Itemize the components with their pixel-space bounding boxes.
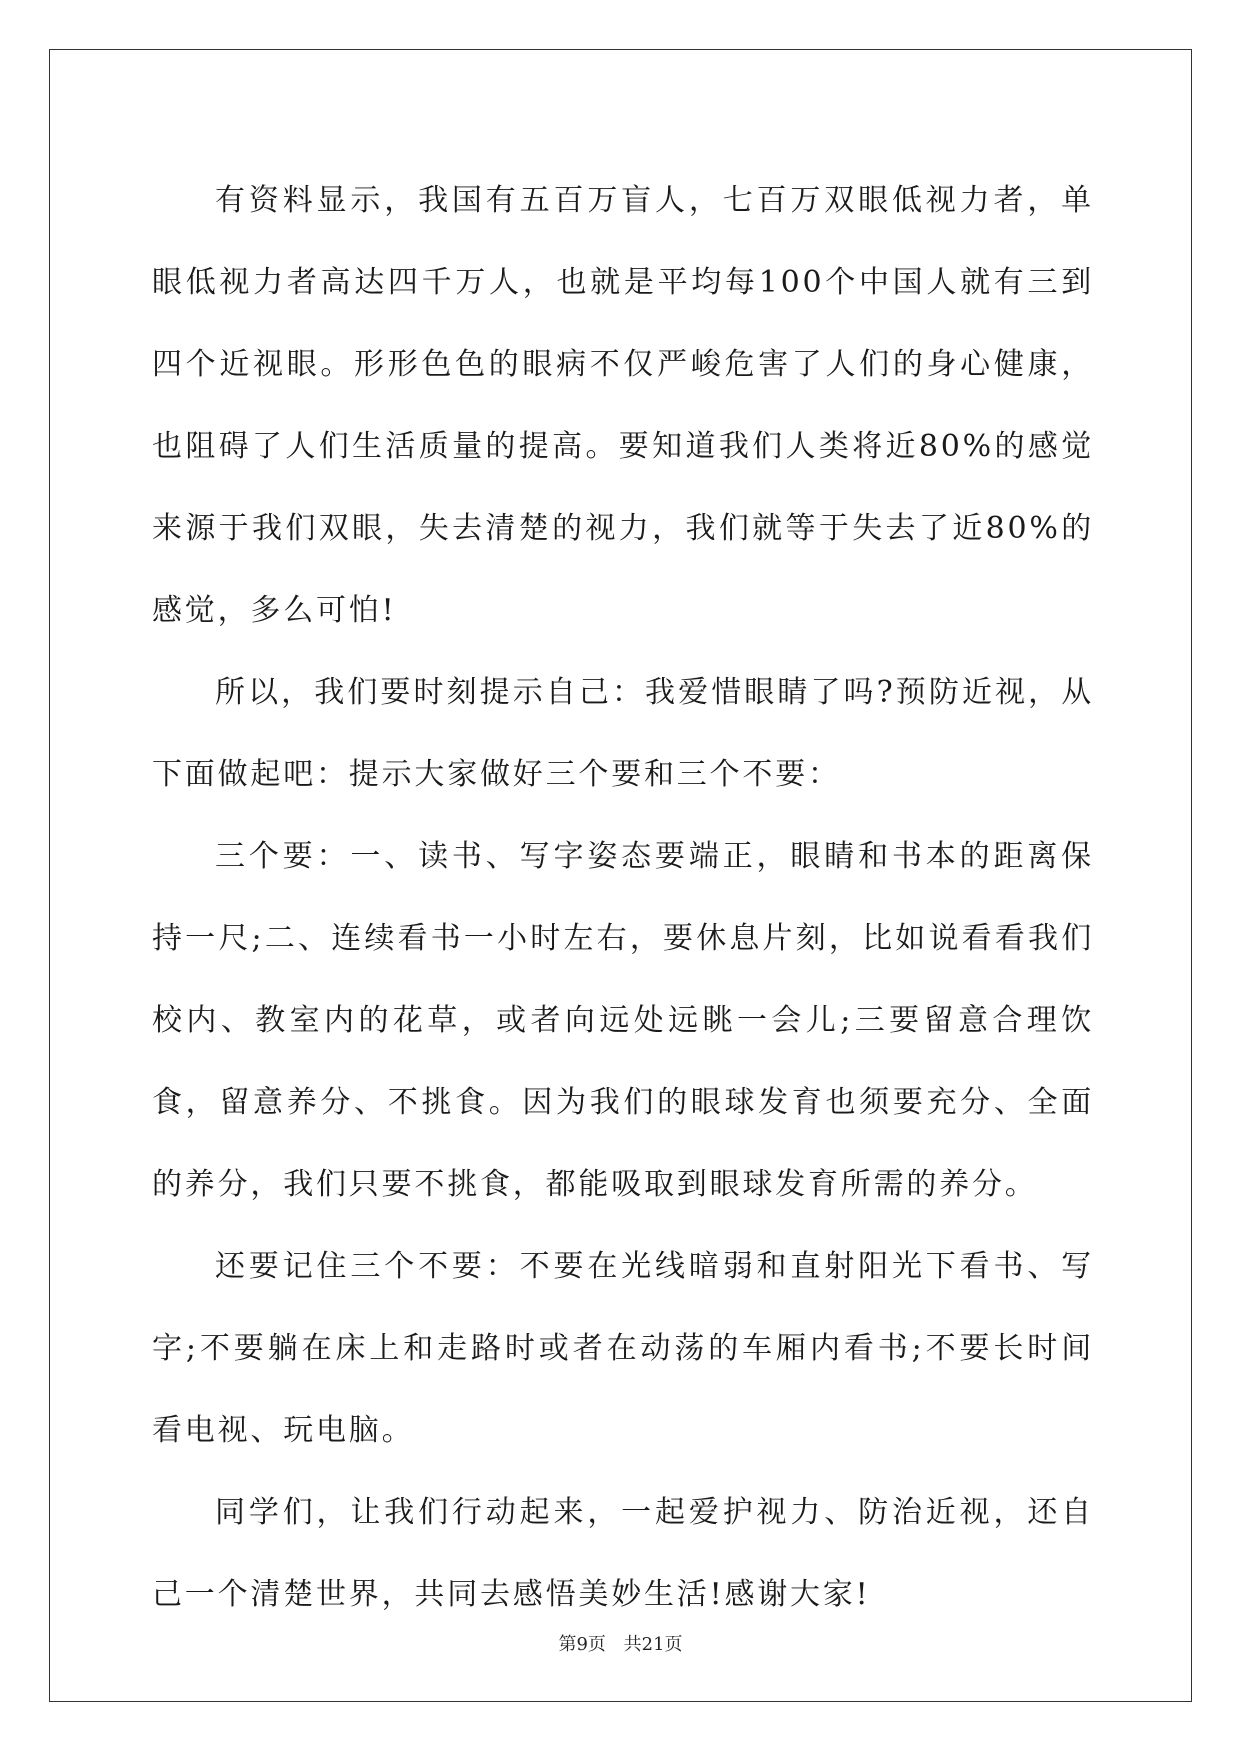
paragraph-reminder: 所以，我们要时刻提示自己：我爱惜眼睛了吗?预防近视，从下面做起吧：提示大家做好三个要和三个不要： <box>152 675 1094 792</box>
paragraph-closing: 同学们，让我们行动起来，一起爱护视力、防治近视，还自己一个清楚世界，共同去感悟美妙生活!感谢大家! <box>152 1495 1094 1612</box>
paragraph-three-dos: 三个要：一、读书、写字姿态要端正，眼睛和书本的距离保持一尺;二、连续看书一小时左右，要休息片刻，比如说看看我们校内、教室内的花草，或者向远处远眺一会儿;三要留意合理饮食，留意养分、不挑食。因为我们的眼球发育也须要充分、全面的养分，我们只要不挑食，都能吸取到眼球发育所需的养分。 <box>152 839 1094 1202</box>
page-total: 共21页 <box>623 1634 683 1655</box>
page-number: 第9页 <box>558 1634 606 1655</box>
page-footer <box>0 1630 1241 1656</box>
document-body <box>152 160 1094 1636</box>
paragraph-statistics: 有资料显示，我国有五百万盲人，七百万双眼低视力者，单眼低视力者高达四千万人，也就是平均每100个中国人就有三到四个近视眼。形形色色的眼病不仅严峻危害了人们的身心健康，也阻碍了人们生活质量的提高。要知道我们人类将近80%的感觉来源于我们双眼，失去清楚的视力，我们就等于失去了近80%的感觉，多么可怕! <box>152 183 1094 628</box>
paragraph-three-donts: 还要记住三个不要：不要在光线暗弱和直射阳光下看书、写字;不要躺在床上和走路时或者在动荡的车厢内看书;不要长时间看电视、玩电脑。 <box>152 1249 1094 1448</box>
